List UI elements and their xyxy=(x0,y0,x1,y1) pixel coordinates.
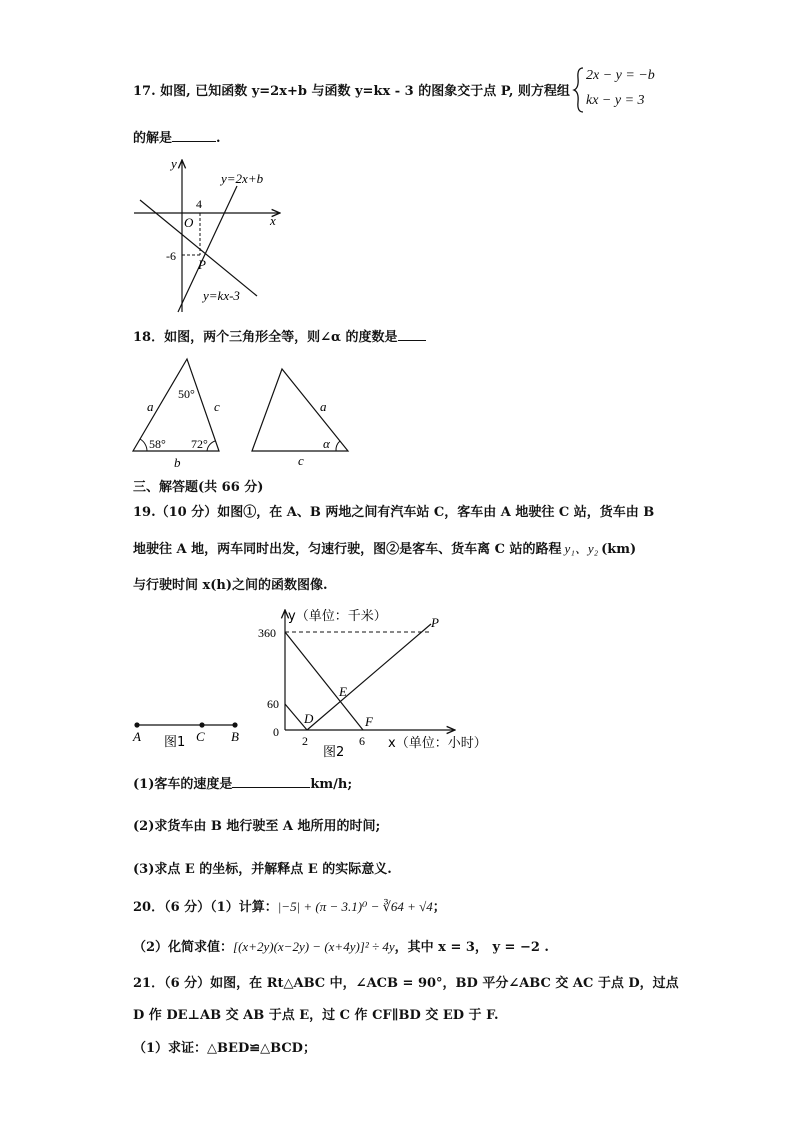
q19-fig2-x-label: x（单位：小时） xyxy=(388,736,487,751)
q17-line2-label: y=kx-3 xyxy=(203,288,240,303)
q20-line-1 xyxy=(133,898,446,917)
q18-angle-arc-left xyxy=(140,439,147,451)
q17-line1-label: y=2x+b xyxy=(221,171,264,186)
q18-tri1-top-angle: 50° xyxy=(178,387,195,401)
q19-sub1-answer-blank[interactable] xyxy=(232,787,310,788)
q19-sub1-suffix: km/h; xyxy=(310,777,353,792)
q18-tri1-side-c: c xyxy=(214,399,220,414)
q17-x-mark: 4 xyxy=(196,197,202,211)
q19-line-2c: (km) xyxy=(601,542,637,557)
q17-line-2 xyxy=(140,200,257,296)
q20-line2-expr: [(x+2y)(x−2y) − (x+4y)]² ÷ 4y xyxy=(233,939,395,954)
q19-fig1-label-a: A xyxy=(133,729,141,744)
q17-origin-label: O xyxy=(184,215,194,230)
q21-sub1: （1）求证：△BED≌△BCD； xyxy=(133,1041,316,1056)
q18-triangle-2 xyxy=(252,369,348,451)
q19-fig1-dot-a xyxy=(134,722,139,727)
q18-figure xyxy=(130,355,370,470)
q19-fig2-point-e: E xyxy=(339,684,347,699)
q18-angle-arc-right xyxy=(207,441,215,451)
q19-fig2-point-f: F xyxy=(365,714,373,729)
q21-line-2: D 作 DE⊥AB 交 AB 于点 E，过 C 作 CF∥BD 交 ED 于 F. xyxy=(133,1008,499,1023)
q17-answer-blank[interactable] xyxy=(172,141,216,142)
q17-graph xyxy=(130,152,290,317)
q17-x-label: x xyxy=(270,213,276,228)
q20-line-2 xyxy=(133,938,549,957)
q19-fig1-label-b: B xyxy=(231,729,239,744)
q17-solution-line xyxy=(133,130,221,148)
brace-icon xyxy=(572,66,586,114)
q19-sub1 xyxy=(133,776,352,794)
q17-solution-suffix: . xyxy=(216,131,221,146)
q18-tri1-right-angle: 72° xyxy=(191,437,208,451)
q18-tri1-side-b: b xyxy=(174,455,181,470)
q19-fig2-y-label: y（单位：千米） xyxy=(288,609,387,624)
q19-line-2a: 地驶往 A 地，两车同时出发，匀速行驶，图②是客车、货车离 C 站的路程 xyxy=(133,542,562,557)
q18-line xyxy=(133,329,426,347)
q19-fig1 xyxy=(130,715,250,759)
q17-y-mark: -6 xyxy=(166,249,176,263)
q20-line1-expr: |−5| + (π − 3.1)⁰ − ∛64 + √4 xyxy=(277,899,433,914)
q19-fig1-dot-c xyxy=(199,722,204,727)
q19-fig2-tick-0: 0 xyxy=(273,725,279,739)
q18-text: 18．如图，两个三角形全等，则∠α 的度数是 xyxy=(133,330,398,345)
q17-y-label: y xyxy=(171,156,177,171)
q18-tri2-side-a: a xyxy=(320,399,327,414)
q19-fig2-tick-60: 60 xyxy=(267,697,279,711)
q19-fig1-dot-b xyxy=(232,722,237,727)
q19-sub1-prefix: (1)客车的速度是 xyxy=(133,777,233,792)
q18-alpha-arc xyxy=(336,441,340,451)
q21-line-1: 21．（6 分）如图，在 Rt△ABC 中，∠ACB = 90°，BD 平分∠ABC 交 AC 于点 D，过点 xyxy=(133,976,679,991)
q17-point-label: P xyxy=(198,257,206,272)
q19-fig2-tick-2: 2 xyxy=(302,734,308,748)
q19-line-1: 19.（10 分）如图①，在 A、B 两地之间有汽车站 C，客车由 A 地驶往 C 站，货车由 B xyxy=(133,505,655,520)
q19-sub2: (2)求货车由 B 地行驶至 A 地所用的时间; xyxy=(133,819,381,834)
q20-line2-suffix: ，其中 x = 3， y = −2 . xyxy=(394,940,549,955)
q17-eq1: 2x − y = −b xyxy=(586,68,655,83)
q19-line-2b: y₁、y₂ xyxy=(564,541,599,556)
q19-fig2-point-p: P xyxy=(431,615,439,630)
q19-fig2 xyxy=(255,602,495,762)
q18-answer-blank[interactable] xyxy=(398,340,426,341)
q20-line1-prefix: 20．（6 分）（1）计算： xyxy=(133,900,278,915)
q19-fig2-tick-6: 6 xyxy=(359,734,365,748)
q19-fig1-caption: 图1 xyxy=(164,735,186,750)
q18-tri2-side-c: c xyxy=(298,453,304,468)
q19-fig2-point-d: D xyxy=(304,711,314,726)
q19-line-3: 与行驶时间 x(h)之间的函数图像. xyxy=(133,578,328,593)
q19-line-2 xyxy=(133,540,636,559)
q18-tri1-side-a: a xyxy=(147,399,154,414)
q18-tri2-alpha: α xyxy=(323,436,330,451)
q20-line2-prefix: （2）化简求值： xyxy=(133,940,234,955)
q19-sub3: (3)求点 E 的坐标，并解释点 E 的实际意义. xyxy=(133,862,392,877)
q17-solution-prefix: 的解是 xyxy=(133,131,173,146)
q19-fig2-tick-360: 360 xyxy=(258,626,276,640)
q18-tri1-left-angle: 58° xyxy=(149,437,166,451)
section-3-title: 三、解答题(共 66 分) xyxy=(133,480,264,495)
q19-fig2-caption: 图2 xyxy=(323,745,345,760)
q17-text: 17. 如图, 已知函数 y=2x+b 与函数 y=kx - 3 的图象交于点 P, 则方程组 xyxy=(133,84,570,99)
q19-fig1-label-c: C xyxy=(196,729,205,744)
q17-eq2: kx − y = 3 xyxy=(586,93,645,108)
q20-line1-suffix: ； xyxy=(432,900,446,915)
